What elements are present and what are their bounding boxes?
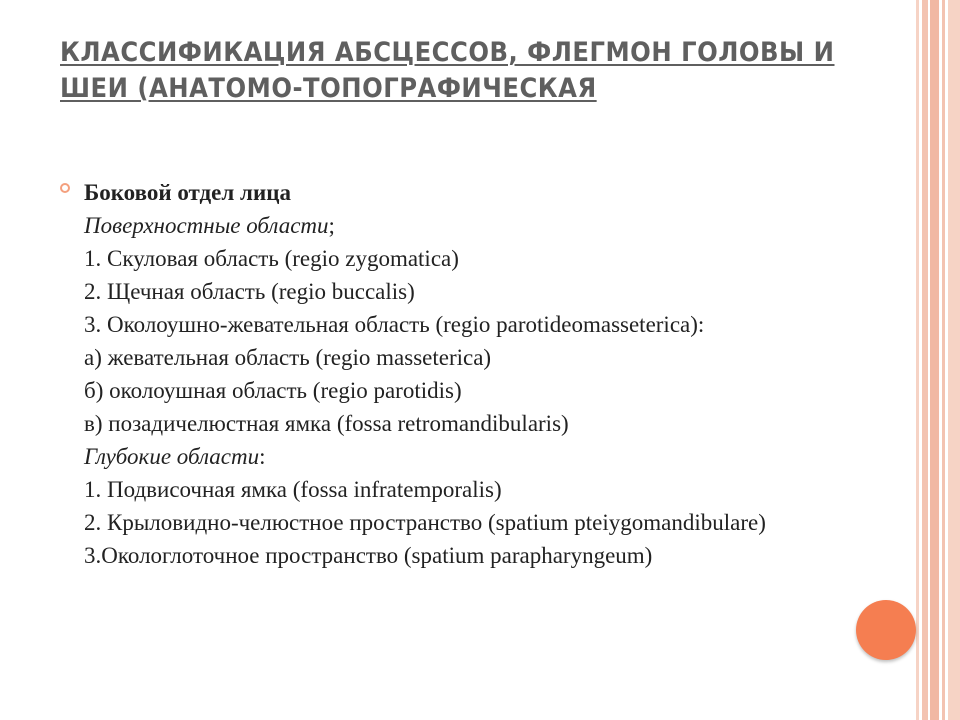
decorative-side-stripes bbox=[916, 0, 960, 720]
list-item: 1. Подвисочная ямка (fossa infratemporalis) bbox=[84, 477, 502, 502]
stripe bbox=[942, 0, 945, 720]
list-item: а) жевательная область (regio masseterica) bbox=[84, 345, 492, 370]
list-item: 1. Скуловая область (regio zygomatica) bbox=[84, 246, 459, 271]
slide-body bbox=[84, 176, 824, 572]
decorative-orange-circle bbox=[856, 600, 916, 660]
stripe bbox=[916, 0, 919, 720]
list-item: в) позадичелюстная ямка (fossa retromandibularis) bbox=[84, 411, 569, 436]
deep-areas-line bbox=[84, 440, 824, 473]
stripe bbox=[922, 0, 928, 720]
list-item: 2. Щечная область (regio buccalis) bbox=[84, 279, 415, 304]
stripe bbox=[948, 0, 960, 720]
list-item: 3.Окологлоточное пространство (spatium parapharyngeum) bbox=[84, 543, 653, 568]
list-item: б) околоушная область (regio parotidis) bbox=[84, 378, 462, 403]
slide-title: КЛАССИФИКАЦИЯ АБСЦЕССОВ, ФЛЕГМОН ГОЛОВЫ И ШЕИ (АНАТОМО-ТОПОГРАФИЧЕСКАЯ bbox=[60, 37, 835, 104]
bullet-icon bbox=[60, 183, 70, 193]
deep-areas-suffix: : bbox=[259, 444, 266, 469]
list-item: 3. Околоушно-жевательная область (regio parotideomasseterica): bbox=[84, 312, 705, 337]
superficial-areas-label: Поверхностные области bbox=[84, 213, 329, 238]
superficial-areas-suffix: ; bbox=[328, 213, 335, 238]
superficial-areas-line bbox=[84, 209, 824, 242]
stripe bbox=[930, 0, 939, 720]
list-item: 2. Крыловидно-челюстное пространство (spatium pteiygomandibulare) bbox=[84, 510, 766, 535]
deep-areas-label: Глубокие области bbox=[84, 444, 260, 469]
section-heading: Боковой отдел лица bbox=[84, 180, 291, 205]
